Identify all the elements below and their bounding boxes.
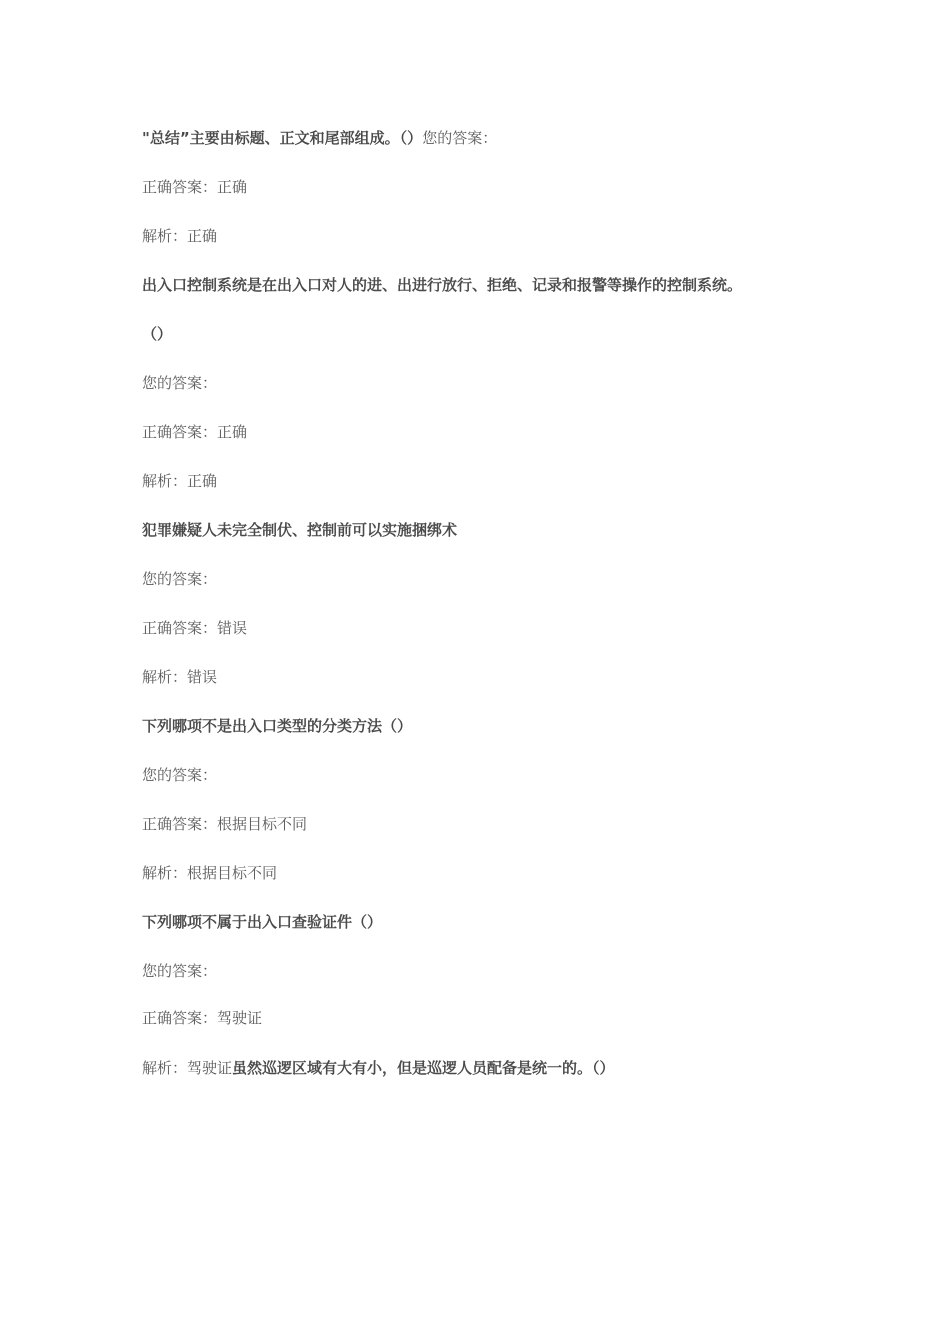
question-5-your-answer: 您的答案： [142, 962, 218, 980]
question-3-text: 犯罪嫌疑人未完全制伏、控制前可以实施捆绑术 [142, 521, 458, 539]
question-3-analysis: 解析：错误 [142, 668, 218, 686]
question-4-text: 下列哪项不是出入口类型的分类方法（） [142, 717, 413, 735]
question-2-your-answer: 您的答案： [142, 374, 218, 392]
question-2-correct-answer: 正确答案：正确 [142, 423, 248, 441]
question-1-correct-answer: 正确答案：正确 [142, 178, 248, 196]
question-5-analysis: 解析：驾驶证 [142, 1059, 233, 1077]
question-1-your-answer: 您的答案： [422, 129, 498, 147]
question-3-your-answer: 您的答案： [142, 570, 218, 588]
question-5-correct-answer: 正确答案：驾驶证 [142, 1009, 263, 1027]
question-4-your-answer: 您的答案： [142, 766, 218, 784]
question-2-text-tail: （） [142, 325, 173, 343]
question-5-analysis-row [142, 1058, 615, 1078]
question-1-text: "总结”主要由标题、正文和尾部组成。（） [142, 129, 423, 147]
question-2-text: 出入口控制系统是在出入口对人的进、出进行放行、拒绝、记录和报警等操作的控制系统。 [142, 276, 743, 294]
question-1-analysis: 解析：正确 [142, 227, 218, 245]
question-6-text: 虽然巡逻区域有大有小，但是巡逻人员配备是统一的。（） [232, 1059, 615, 1077]
question-4-analysis: 解析：根据目标不同 [142, 864, 278, 882]
question-2-analysis: 解析：正确 [142, 472, 218, 490]
question-5-text: 下列哪项不属于出入口查验证件（） [142, 913, 383, 931]
question-1-row [142, 128, 497, 148]
question-3-correct-answer: 正确答案：错误 [142, 619, 248, 637]
question-4-correct-answer: 正确答案：根据目标不同 [142, 815, 308, 833]
